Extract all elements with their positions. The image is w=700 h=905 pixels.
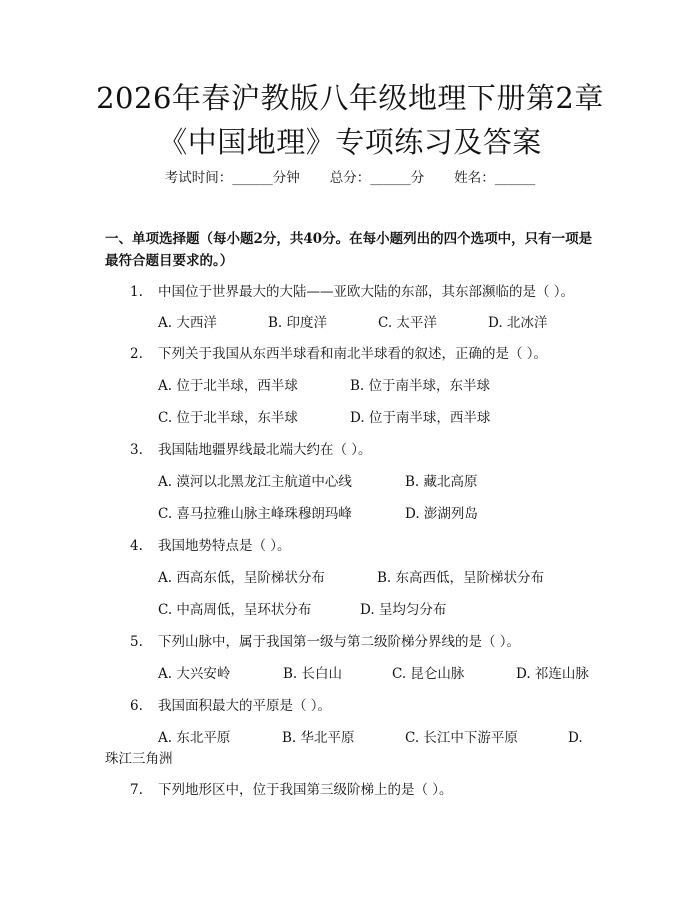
question-item	[105, 536, 291, 556]
option-d: D. 北冰洋	[488, 315, 548, 331]
question-text: 我国面积最大的平原是（ ）。	[158, 698, 332, 714]
option-b: B. 东高西低，呈阶梯状分布	[377, 570, 545, 586]
question-text: 下列关于我国从东西半球看和南北半球看的叙述，正确的是（ ）。	[158, 346, 548, 362]
option-c: C. 位于北半球，东半球	[158, 410, 298, 426]
question-text: 中国位于世界最大的大陆——亚欧大陆的东部，其东部濒临的是（ ）。	[158, 284, 575, 300]
question-text: 下列地形区中，位于我国第三级阶梯上的是（ ）。	[158, 782, 453, 798]
exam-meta-line	[0, 168, 700, 188]
option-a: A. 大西洋	[158, 315, 217, 331]
option-b: B. 长白山	[283, 666, 343, 682]
option-c: C. 喜马拉雅山脉主峰珠穆朗玛峰	[158, 506, 352, 522]
question-item	[105, 632, 520, 652]
option-a: A. 位于北半球，西半球	[158, 378, 298, 394]
option-c: C. 昆仑山脉	[392, 666, 465, 682]
option-b: B. 位于南半球，东半球	[350, 378, 491, 394]
question-number: 6.	[130, 698, 143, 714]
question-number: 3.	[130, 442, 143, 458]
option-a: A. 漠河以北黑龙江主航道中心线	[158, 474, 352, 490]
question-number: 4.	[130, 538, 143, 554]
exam-time-label: 考试时间：______分钟	[164, 170, 300, 186]
option-b: B. 印度洋	[268, 315, 328, 331]
question-number: 5.	[130, 634, 143, 650]
question-item	[105, 440, 372, 460]
option-a: A. 东北平原	[158, 730, 231, 746]
option-d: D.	[568, 730, 583, 746]
option-d: D. 澎湖列岛	[405, 506, 478, 522]
question-text: 我国陆地疆界线最北端大约在（ ）。	[158, 442, 372, 458]
section-heading: 一、单项选择题（每小题2分，共40分。在每小题列出的四个选项中，只有一项是最符合题目要求的。）	[105, 231, 593, 269]
option-a: A. 大兴安岭	[158, 666, 231, 682]
student-name-label: 姓名：______	[454, 170, 536, 186]
option-b: B. 藏北高原	[405, 474, 478, 490]
option-b: B. 华北平原	[282, 730, 355, 746]
question-text: 下列山脉中，属于我国第一级与第二级阶梯分界线的是（ ）。	[158, 634, 521, 650]
option-c: C. 长江中下游平原	[405, 730, 518, 746]
option-d-continuation: 珠江三角洲	[105, 751, 173, 767]
question-number: 2.	[130, 346, 143, 362]
question-item	[105, 344, 547, 364]
option-c: C. 太平洋	[378, 315, 437, 331]
question-item	[105, 696, 331, 716]
question-item	[105, 282, 574, 302]
option-c: C. 中高周低，呈环状分布	[158, 602, 312, 618]
document-title: 2026年春沪教版八年级地理下册第2章《中国地理》专项练习及答案	[96, 81, 604, 159]
question-number: 1.	[130, 284, 143, 300]
option-a: A. 西高东低，呈阶梯状分布	[158, 570, 325, 586]
total-score-label: 总分：______分	[329, 170, 425, 186]
question-item	[105, 780, 453, 800]
question-number: 7.	[130, 782, 143, 798]
option-d: D. 呈均匀分布	[360, 602, 447, 618]
option-d: D. 位于南半球，西半球	[350, 410, 491, 426]
question-text: 我国地势特点是（ ）。	[158, 538, 291, 554]
option-d: D. 祁连山脉	[516, 666, 589, 682]
